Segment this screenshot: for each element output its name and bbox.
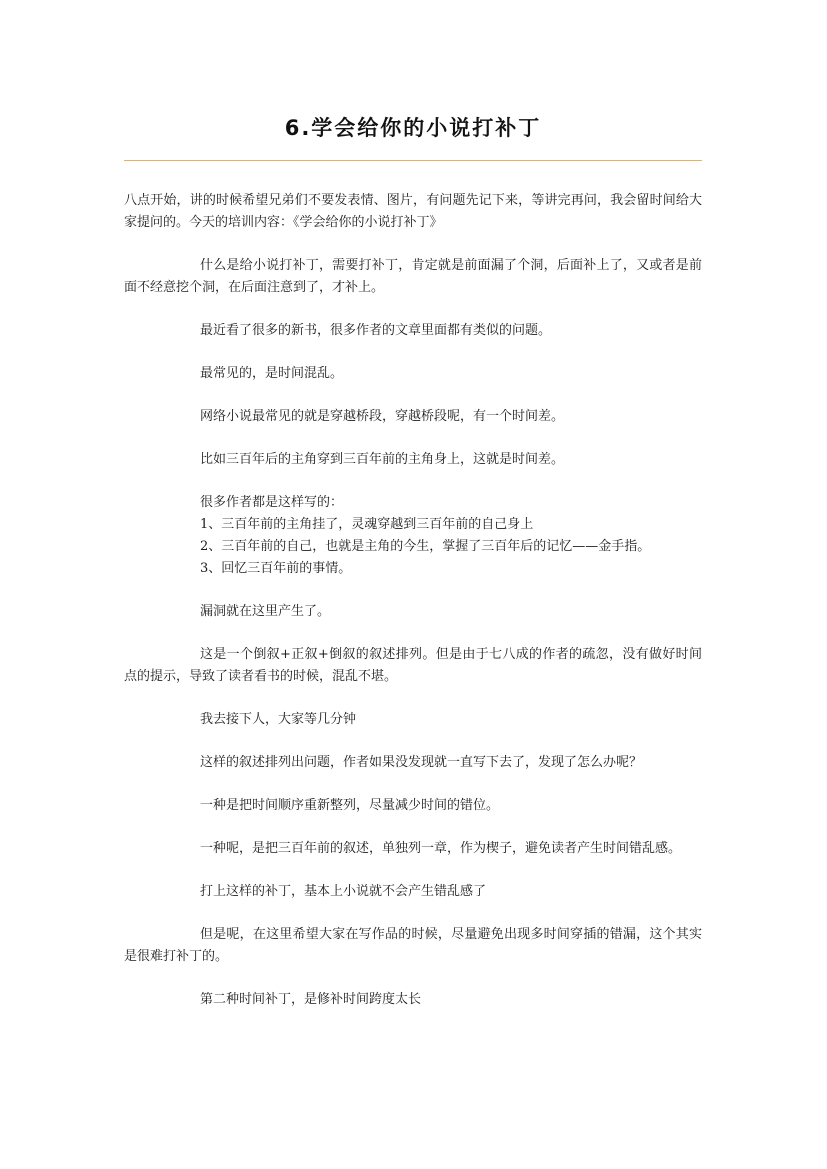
paragraph: 这样的叙述排列出问题，作者如果没发现就一直写下去了，发现了怎么办呢？ [200,755,643,770]
list-item: 3、回忆三百年前的事情。 [200,561,352,576]
paragraph-definition: 什么是给小说打补丁，需要打补丁，肯定就是前面漏了个洞，后面补上了，又或者是前面不经意挖个洞，在后面注意到了，才补上。 [124,258,702,295]
list-intro: 很多作者都是这样写的： [200,495,344,510]
paragraph-intro: 八点开始，讲的时候希望兄弟们不要发表情、图片，有问题先记下来，等讲完再问，我会留时间给大家提问的。今天的培训内容：《学会给你的小说打补丁》 [124,193,702,230]
paragraph: 漏洞就在这里产生了。 [200,604,331,619]
paragraph-section-heading: 第二种时间补丁，是修补时间跨度太长 [200,992,422,1007]
paragraph: 打上这样的补丁，基本上小说就不会产生错乱感了 [200,884,487,899]
paragraph: 一种是把时间顺序重新整列，尽量减少时间的错位。 [200,798,500,813]
list-item: 2、三百年前的自己，也就是主角的今生，掌握了三百年后的记忆——金手指。 [200,539,651,554]
document-body [124,190,702,1032]
paragraph: 我去接下人，大家等几分钟 [200,712,357,727]
paragraph: 一种呢，是把三百年前的叙述，单独列一章，作为楔子，避免读者产生时间错乱感。 [200,841,682,856]
document-title: 6.学会给你的小说打补丁 [284,116,542,140]
paragraph: 最近看了很多的新书，很多作者的文章里面都有类似的问题。 [200,323,552,338]
numbered-list [124,492,702,580]
list-item: 1、三百年前的主角挂了，灵魂穿越到三百年前的自己身上 [200,517,534,532]
title-divider [124,160,702,161]
paragraph: 但是呢，在这里希望大家在写作品的时候，尽量避免出现多时间穿插的错漏，这个其实是很难打补丁的。 [124,927,702,964]
paragraph: 最常见的，是时间混乱。 [200,366,344,381]
paragraph: 比如三百年后的主角穿到三百年前的主角身上，这就是时间差。 [200,452,565,467]
paragraph: 网络小说最常见的就是穿越桥段，穿越桥段呢，有一个时间差。 [200,409,565,424]
paragraph: 这是一个倒叙+正叙+倒叙的叙述排列。但是由于七八成的作者的疏忽，没有做好时间点的提示，导致了读者看书的时候，混乱不堪。 [124,647,702,684]
